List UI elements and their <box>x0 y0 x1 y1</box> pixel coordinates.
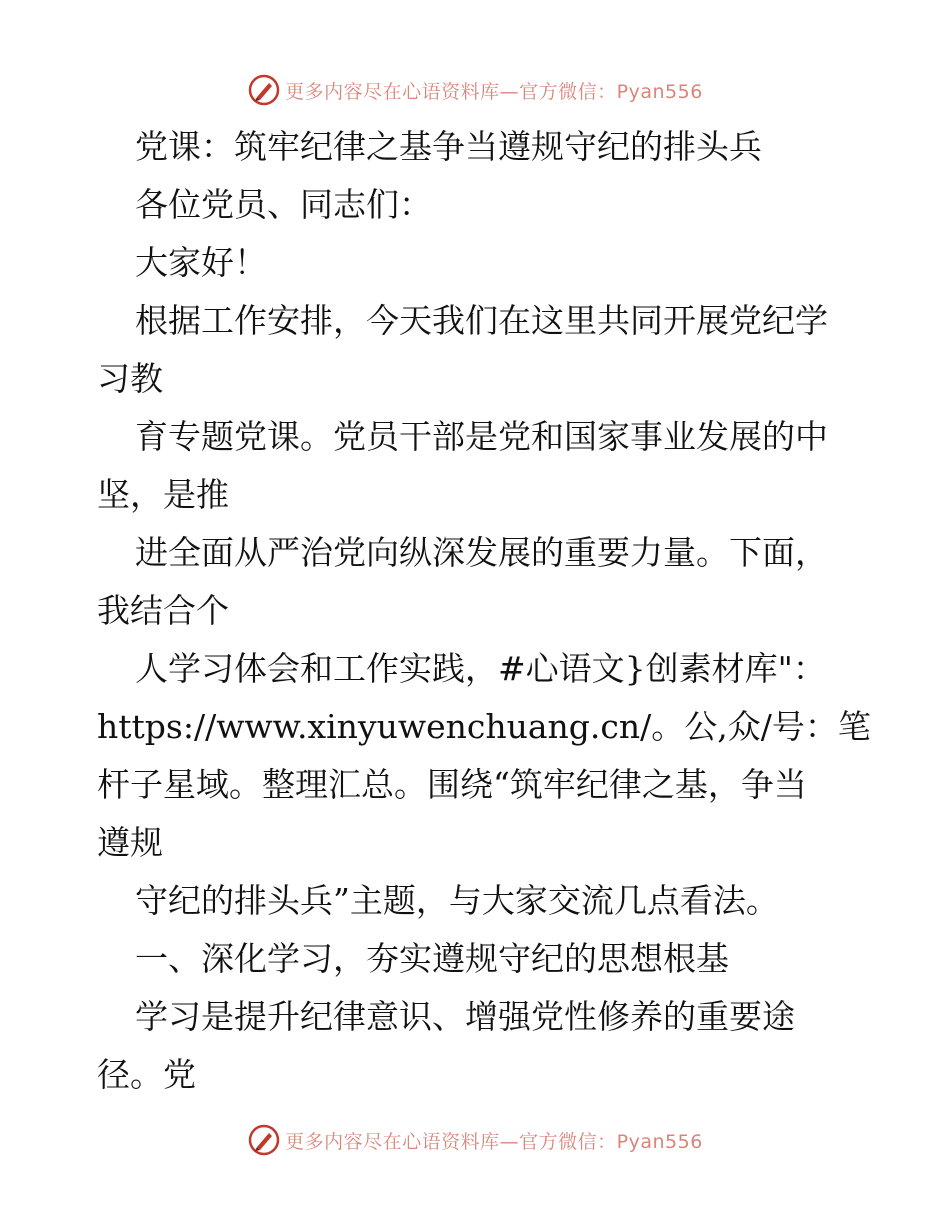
text-line: 大家好！ <box>135 243 267 282</box>
text-line: 学习是提升纪律意识、增强党性修养的重要途 <box>135 997 795 1036</box>
document-body <box>97 118 871 1104</box>
footer-watermark-text: 更多内容尽在心语资料库—官方微信：Pyan556 <box>285 1130 703 1153</box>
text-line: 我结合个 <box>97 591 229 630</box>
text-line: 径。党 <box>97 1055 196 1094</box>
document-title: 党课：筑牢纪律之基争当遵规守纪的排头兵 <box>135 127 762 166</box>
section-heading: 一、深化学习，夯实遵规守纪的思想根基 <box>135 939 729 978</box>
text-line: 进全面从严治党向纵深发展的重要力量。下面， <box>135 533 828 572</box>
text-line: 杆子星域。整理汇总。围绕“筑牢纪律之基，争当 <box>97 765 807 804</box>
text-line: 育专题党课。党员干部是党和国家事业发展的中 <box>135 417 828 456</box>
text-line: 人学习体会和工作实践，#心语文}创素材库"： <box>135 649 826 688</box>
header-watermark-banner <box>0 70 950 110</box>
text-line: 各位党员、同志们： <box>135 185 432 224</box>
text-line: 遵规 <box>97 823 163 862</box>
pen-nib-circle-logo-icon <box>247 73 281 107</box>
footer-watermark-banner <box>0 1120 950 1160</box>
pen-nib-circle-logo-icon <box>247 1123 281 1157</box>
text-line: 守纪的排头兵”主题，与大家交流几点看法。 <box>135 881 779 920</box>
text-line: https://www.xinyuwenchuang.cn/。公,众/号：笔 <box>97 707 871 746</box>
text-line: 坚，是推 <box>97 475 229 514</box>
text-line: 习教 <box>97 359 163 398</box>
text-line: 根据工作安排，今天我们在这里共同开展党纪学 <box>135 301 828 340</box>
header-watermark-text: 更多内容尽在心语资料库—官方微信：Pyan556 <box>285 80 703 103</box>
